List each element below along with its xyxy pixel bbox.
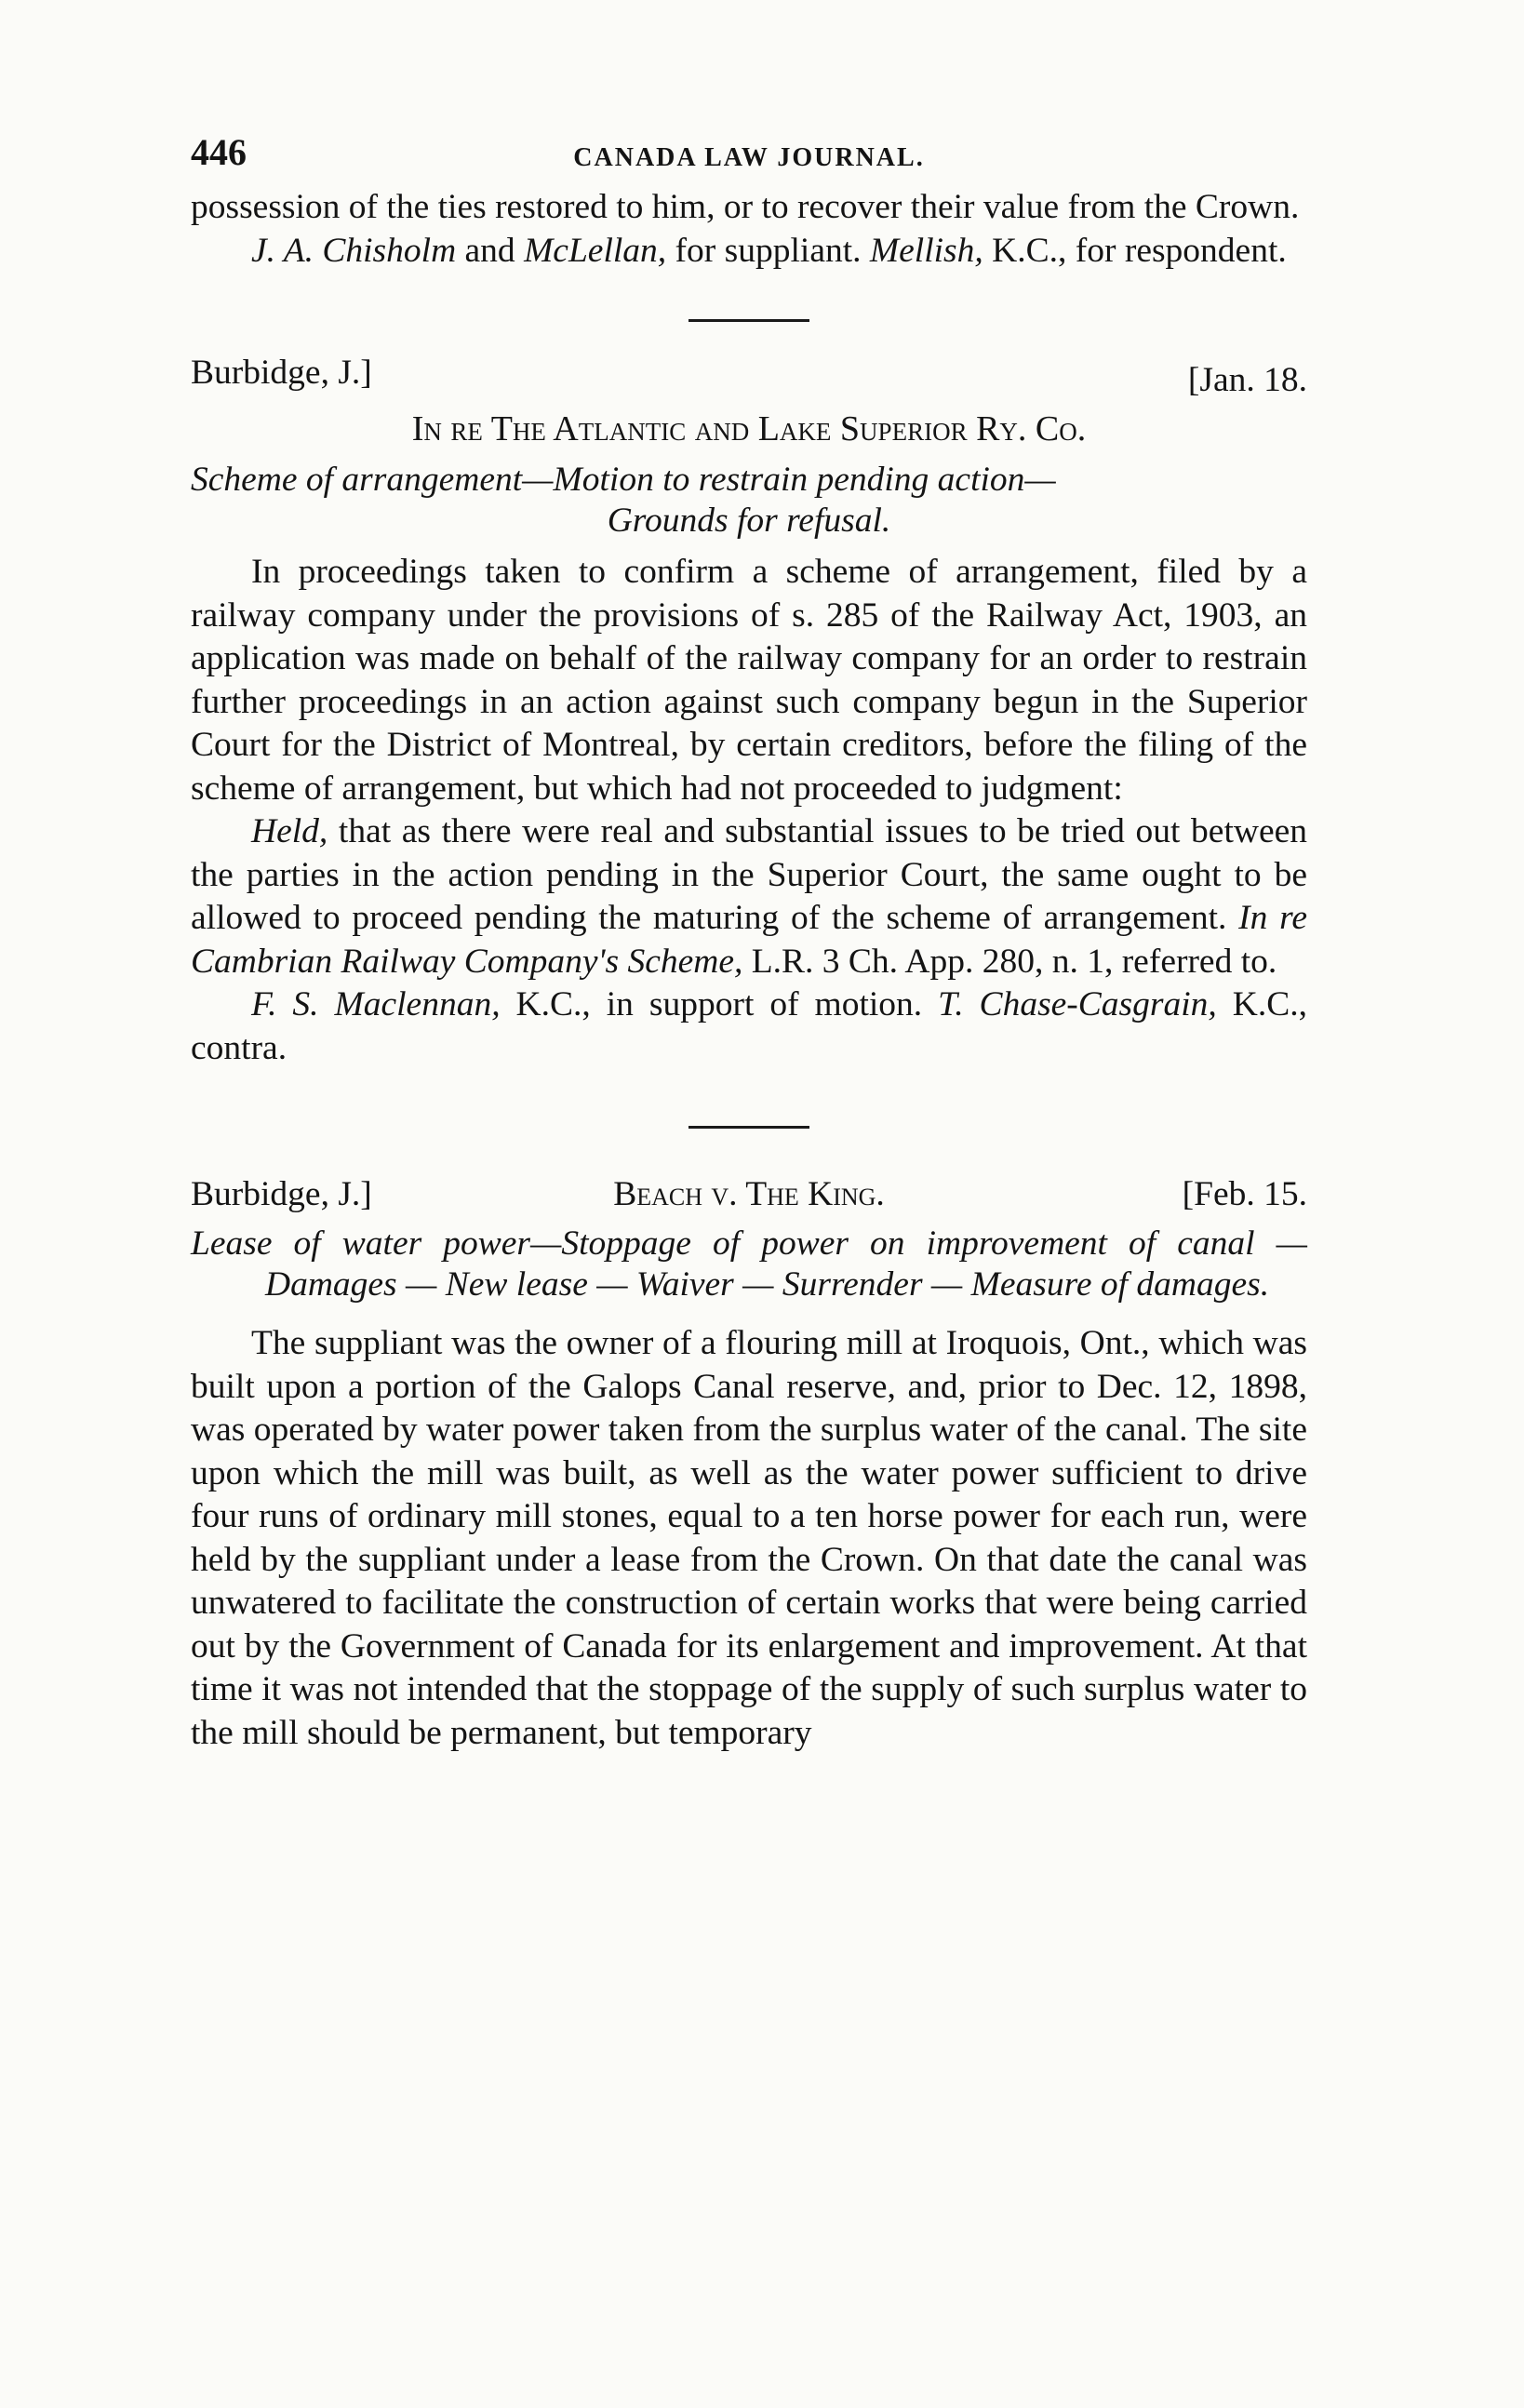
counsel-line: J. A. Chisholm and McLellan, for suppliant. Mellish, K.C., for respondent. (251, 231, 1287, 270)
counsel-name: McLellan, (524, 231, 667, 270)
case-title: Beach v. The King. (613, 1175, 885, 1213)
page-number: 446 (191, 131, 247, 173)
counsel-line: F. S. Maclennan, K.C., in support of motion. T. Chase-Casgrain, K.C., contra. (191, 985, 1307, 1067)
case-body: The suppliant was the owner of a flouring mill at Iroquois, Ont., which was built upon a portion of the Galops Canal reserve, and, prior to Dec. 12, 1898, was operated by water power taken from the surplus water of the canal. The site upon which the mill was built, as well as the water power sufficient to drive four runs of ordinary mill stones, equal to a ten horse power for each run, were held by the suppliant under a lease from the Crown. On that date the canal was unwatered to facilitate the construction of certain works that were being carried out by the Government of Canada for its enlargement and improvement. At that time it was not intended that the stoppage of the supply of such surplus water to the mill should be permanent, but temporary (191, 1324, 1307, 1752)
counsel-name: F. S. Maclennan, (251, 985, 501, 1023)
case-date: [Jan. 18. (1187, 361, 1307, 399)
counsel-name: Mellish, (869, 231, 983, 270)
case-date: [Feb. 15. (1182, 1175, 1307, 1213)
judge-name: Burbidge, J.] (191, 354, 372, 392)
case-title: In re The Atlantic and Lake Superior Ry. Co. (411, 409, 1087, 448)
holding: Held, that as there were real and substantial issues to be tried out between the parties in the action pending in the Superior Court, the same ought to be allowed to proceed pending the maturing of the scheme of arrangement. In re Cambrian Railway Company's Scheme, L.R. 3 Ch. App. 280, n. 1, referred to. (191, 812, 1307, 981)
judge-name: Burbidge, J.] (191, 1175, 372, 1213)
catchwords: Lease of water power—Stoppage of power on improvement of canal — Damages — New lease — Waiver — Surrender — Measure of damages. (191, 1224, 1307, 1304)
journal-title: CANADA LAW JOURNAL. (573, 143, 925, 172)
citation: In re Cambrian Railway Company's Scheme, (191, 899, 1307, 981)
counsel-name: T. Chase-Casgrain, (938, 985, 1217, 1023)
continued-paragraph: possession of the ties restored to him, or to recover their value from the Crown. (191, 188, 1300, 226)
case-heading-line (191, 352, 1307, 399)
case-body: In proceedings taken to confirm a scheme of arrangement, filed by a railway company under the provisions of s. 285 of the Railway Act, 1903, an application was made on behalf of the railway company for an order to restrain further proceedings in an action against such company begun in the Superior Court for the District of Montreal, by certain creditors, before the filing of the scheme of arrangement, but which had not proceeded to judgment: (191, 553, 1307, 808)
case-heading-line (191, 1173, 1307, 1216)
counsel-name: J. A. Chisholm (251, 231, 457, 270)
document-page (191, 130, 1307, 1755)
held-label: Held, (251, 812, 328, 850)
catchwords: Scheme of arrangement—Motion to restrain pending action— Grounds for refusal. (191, 461, 1056, 540)
page-header (191, 130, 1307, 186)
